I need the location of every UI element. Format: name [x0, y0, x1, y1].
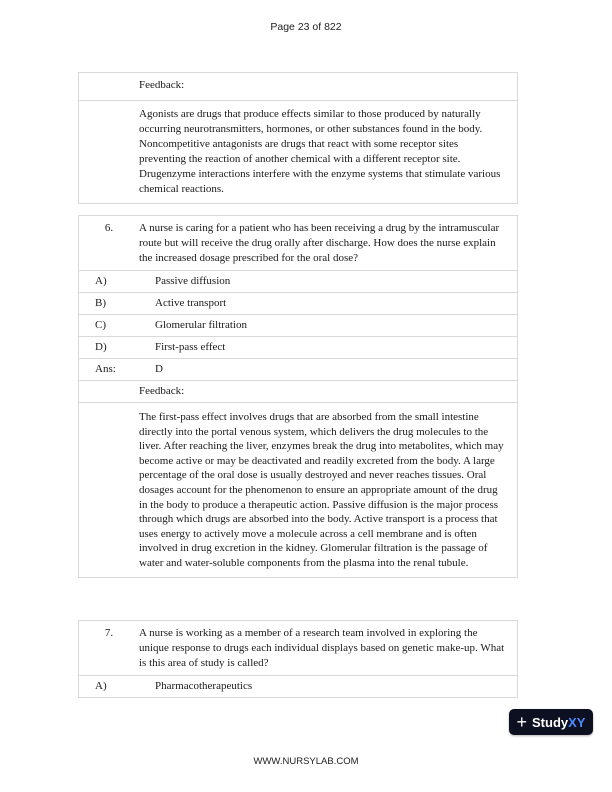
- option-text: Pharmacotherapeutics: [155, 680, 253, 692]
- option-text: Active transport: [155, 297, 227, 309]
- option-key: A): [95, 680, 107, 692]
- option-text: Glomerular filtration: [155, 319, 247, 331]
- feedback-label-row: [79, 73, 517, 100]
- answer-label: Ans:: [95, 363, 116, 375]
- answer-row: [79, 358, 517, 380]
- studyxy-badge[interactable]: [509, 709, 593, 735]
- question-row: [79, 216, 517, 270]
- question-text: A nurse is caring for a patient who has been receiving a drug by the intramuscular route but will receive the drug orally after discharge. How does the nurse explain the increased dosage prescribed for the oral dose?: [139, 222, 500, 264]
- feedback-label-row: [79, 380, 517, 402]
- feedback-label: Feedback:: [139, 385, 185, 397]
- question-number: 6.: [104, 222, 114, 234]
- option-a-row: [79, 675, 517, 697]
- option-key: B): [95, 297, 106, 309]
- option-key: C): [95, 319, 106, 331]
- footer-site: WWW.NURSYLAB.COM: [253, 756, 359, 767]
- question-6-table: [78, 215, 518, 578]
- option-b-row: [79, 292, 517, 314]
- brand-main: Study: [532, 714, 569, 730]
- option-key: D): [95, 341, 107, 353]
- option-key: A): [95, 275, 107, 287]
- feedback-text: Agonists are drugs that produce effects similar to those produced by naturally occurring neurotransmitters, hormones, or other substances found in the body. Noncompetitive antagonists are drugs that react with some receptor sites preventing the reaction of another chemical with a different receptor site. Drugenzyme interactions interfere with the enzyme systems that stimulate various chemical reactions.: [139, 108, 501, 195]
- plus-icon: +: [516, 712, 528, 732]
- page-number: Page 23 of 822: [270, 21, 342, 33]
- question-text: A nurse is working as a member of a research team involved in exploring the unique response to drugs each individual displays based on genetic make-up. What is this area of study is called?: [139, 627, 505, 669]
- feedback-text: The first-pass effect involves drugs that are absorbed from the small intestine directly into the portal venous system, which delivers the drug molecules to the liver. After reaching the liver, enzymes break the drug into metabolites, which may become active or may be deactivated and readily excreted from the body. A large percentage of the oral dose is usually destroyed and never reaches tissues. Oral dosages account for the phenomenon to ensure an appropriate amount of the drug in the body to produce a therapeutic action. Passive diffusion is the major process through which drugs are absorbed into the body. Active transport is a process that uses energy to actively move a molecule across a cell membrane and is often involved in drug excretion in the kidney. Glomerular filtration is the passage of water and water-soluble components from the plasma into the renal tubule.: [139, 411, 504, 569]
- question-number: 7.: [104, 627, 114, 639]
- brand-accent: XY: [568, 714, 586, 730]
- question-5-feedback-table: [78, 72, 518, 204]
- option-d-row: [79, 336, 517, 358]
- feedback-label: Feedback:: [139, 79, 185, 91]
- option-text: First-pass effect: [155, 341, 226, 353]
- option-a-row: [79, 270, 517, 292]
- option-text: Passive diffusion: [155, 275, 231, 287]
- answer-value: D: [155, 363, 163, 375]
- feedback-text-row: [79, 402, 517, 577]
- question-7-table: [78, 620, 518, 698]
- option-c-row: [79, 314, 517, 336]
- feedback-text-row: [79, 100, 517, 203]
- question-row: [79, 621, 517, 675]
